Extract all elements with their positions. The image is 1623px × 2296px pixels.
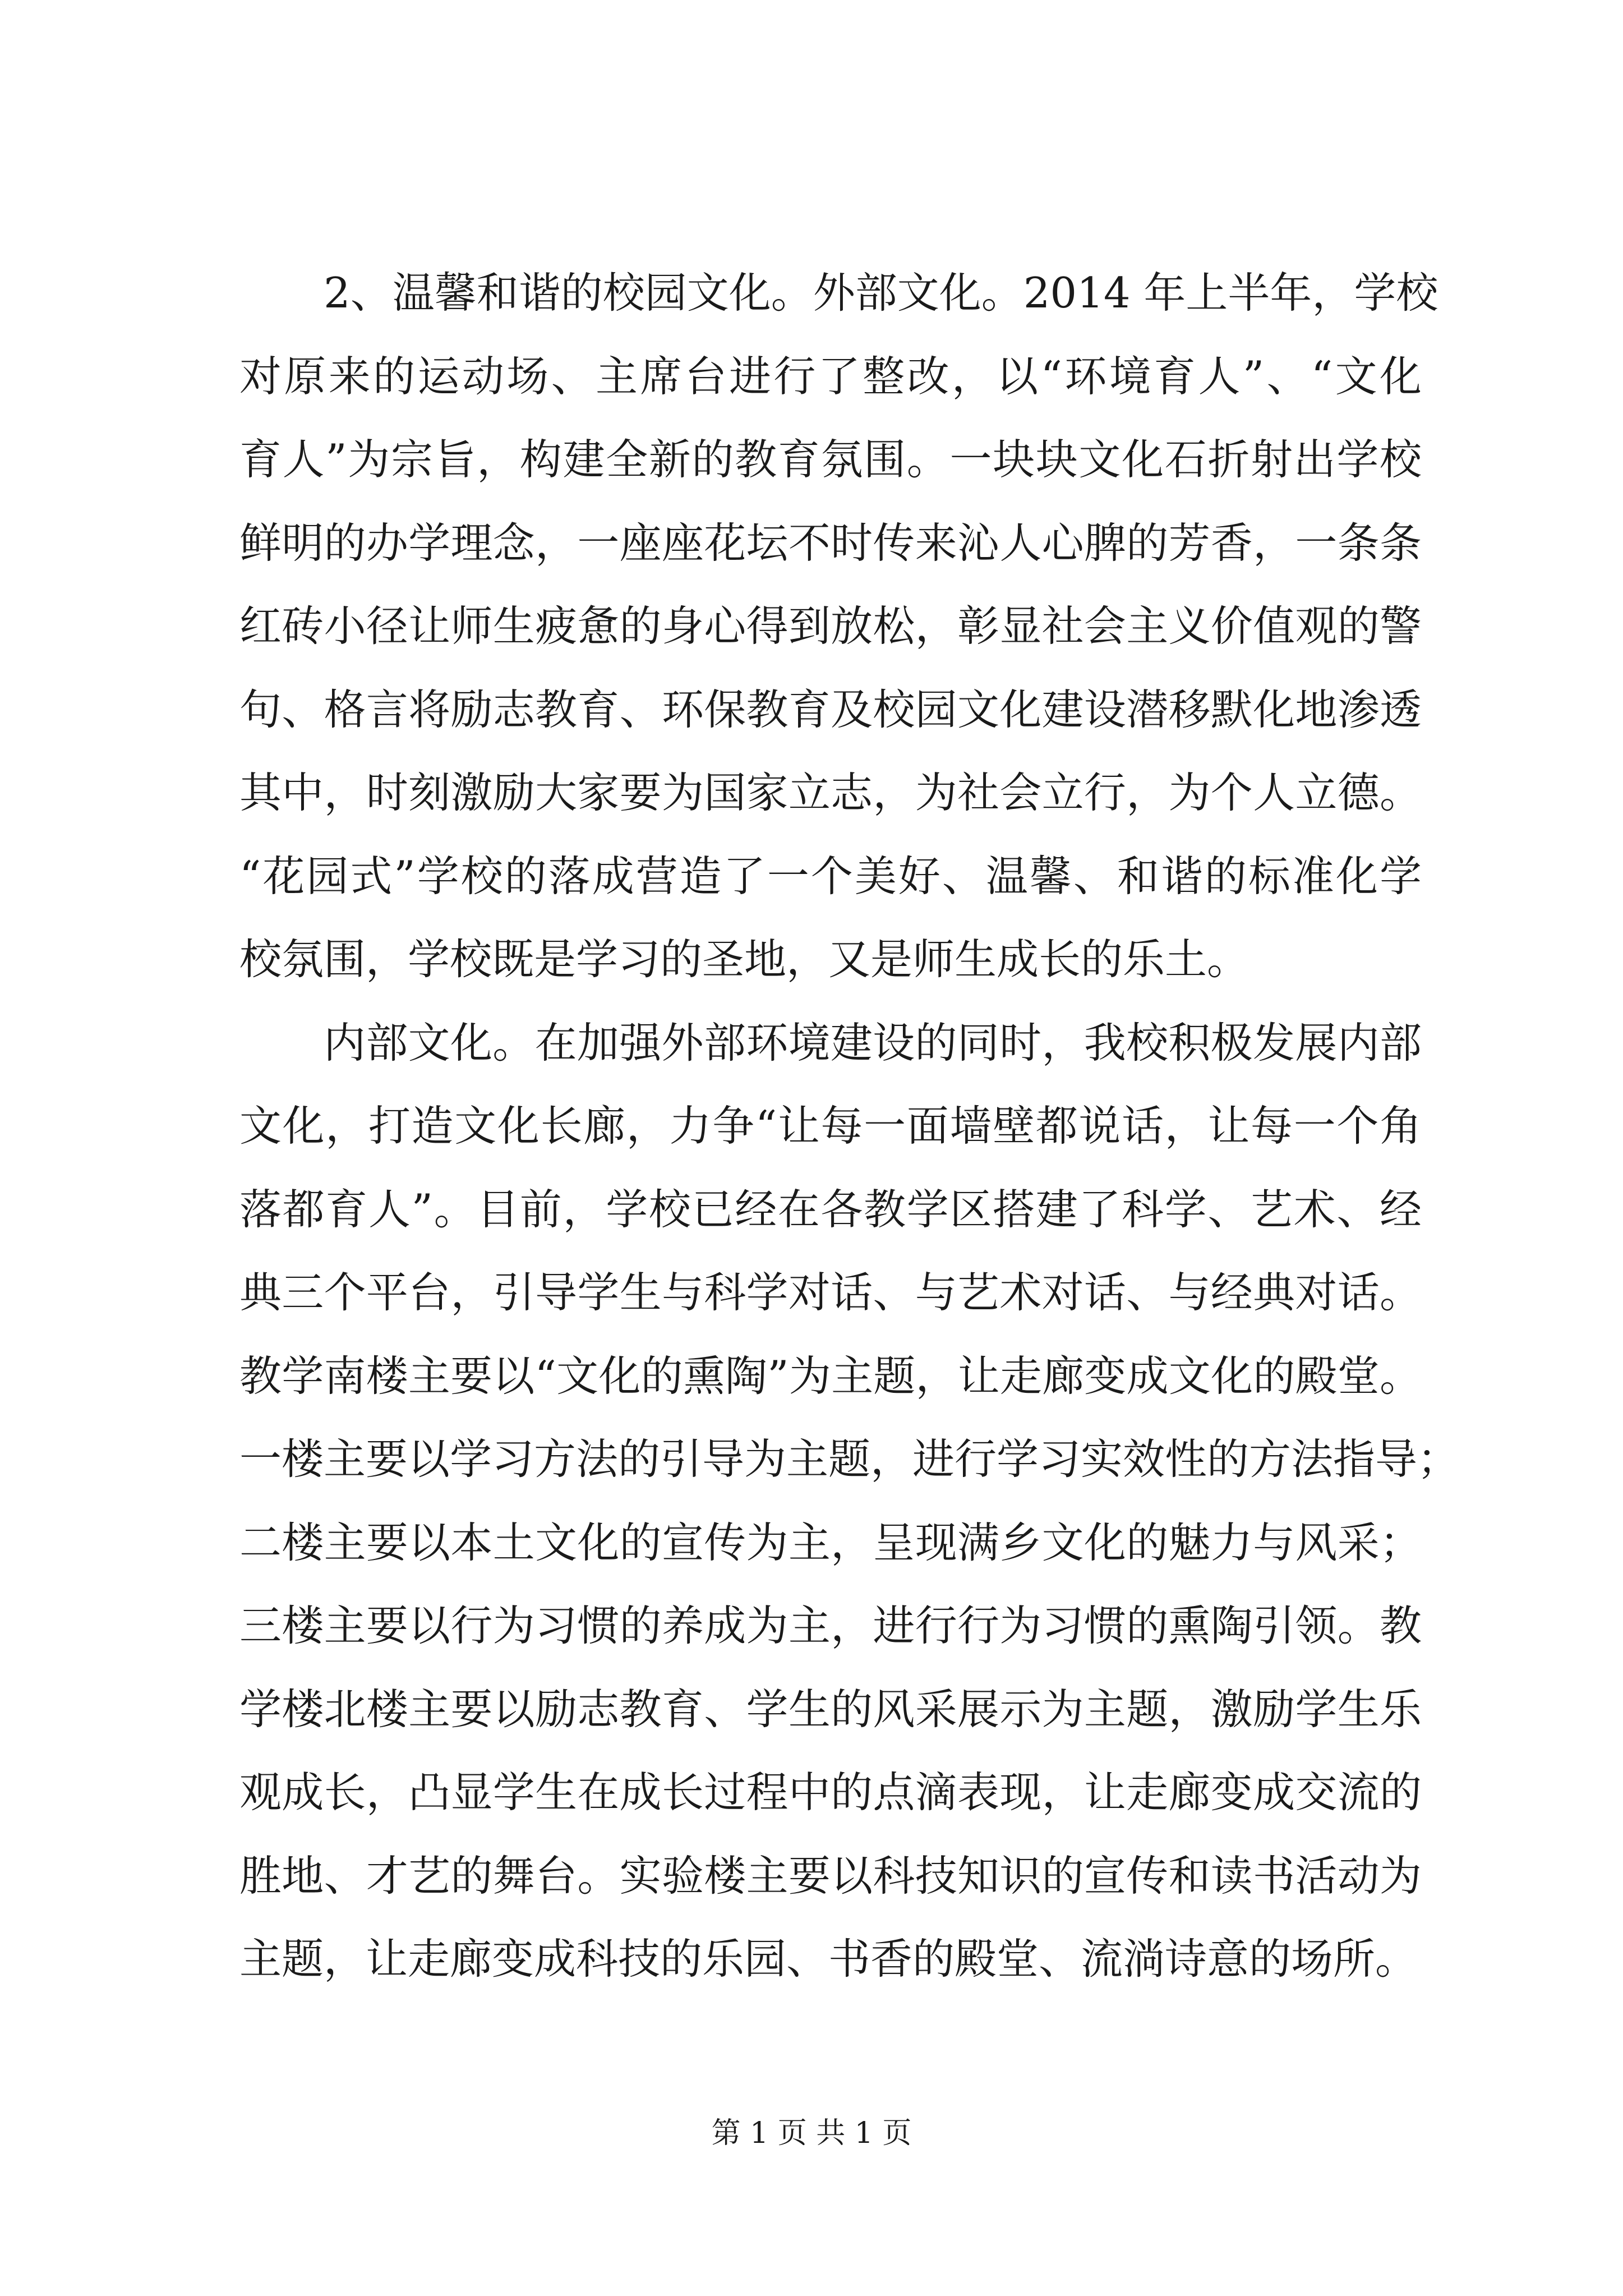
text-line: 胜地、才艺的舞台。实验楼主要以科技知识的宣传和读书活动为	[239, 1851, 1422, 1901]
text-line: 对原来的运动场、主席台进行了整改，以“环境育人”、“文化	[239, 351, 1422, 401]
text-line: 学楼北楼主要以励志教育、学生的风采展示为主题，激励学生乐	[239, 1684, 1422, 1734]
text-line: 典三个平台，引导学生与科学对话、与艺术对话、与经典对话。	[239, 1268, 1422, 1317]
text-line: 内部文化。在加强外部环境建设的同时，我校积极发展内部	[324, 1018, 1422, 1068]
document-body	[239, 251, 1460, 2001]
paragraph-campus-culture-exterior	[239, 251, 1438, 1001]
text-line: 主题，让走廊变成科技的乐园、书香的殿堂、流淌诗意的场所。	[239, 1934, 1418, 1984]
text-line: 句、格言将励志教育、环保教育及校园文化建设潜移默化地渗透	[239, 684, 1422, 734]
text-line: 一楼主要以学习方法的引导为主题，进行学习实效性的方法指导；	[239, 1434, 1460, 1484]
text-line: 落都育人”。目前，学校已经在各教学区搭建了科学、艺术、经	[239, 1184, 1422, 1234]
text-line: “花园式”学校的落成营造了一个美好、温馨、和谐的标准化学	[239, 851, 1422, 901]
page-number-footer: 第 1 页 共 1 页	[711, 2116, 912, 2150]
paragraph-campus-culture-interior	[239, 1001, 1460, 2001]
text-line: 红砖小径让师生疲惫的身心得到放松，彰显社会主义价值观的警	[239, 601, 1422, 651]
text-line: 其中，时刻激励大家要为国家立志，为社会立行，为个人立德。	[239, 768, 1422, 817]
text-line: 2、温馨和谐的校园文化。外部文化。2014 年上半年，学校	[324, 268, 1438, 318]
text-line: 鲜明的办学理念，一座座花坛不时传来沁人心脾的芳香，一条条	[239, 518, 1422, 568]
text-line: 育人”为宗旨，构建全新的教育氛围。一块块文化石折射出学校	[239, 435, 1422, 484]
text-line: 三楼主要以行为习惯的养成为主，进行行为习惯的熏陶引领。教	[239, 1601, 1422, 1650]
text-line: 教学南楼主要以“文化的熏陶”为主题，让走廊变成文化的殿堂。	[239, 1351, 1422, 1401]
text-line: 观成长，凸显学生在成长过程中的点滴表现，让走廊变成交流的	[239, 1768, 1422, 1817]
text-line: 校氛围，学校既是学习的圣地，又是师生成长的乐土。	[239, 935, 1249, 984]
text-line: 二楼主要以本土文化的宣传为主，呈现满乡文化的魅力与风采；	[239, 1517, 1422, 1567]
text-line: 文化，打造文化长廊，力争“让每一面墙壁都说话，让每一个角	[239, 1101, 1422, 1151]
